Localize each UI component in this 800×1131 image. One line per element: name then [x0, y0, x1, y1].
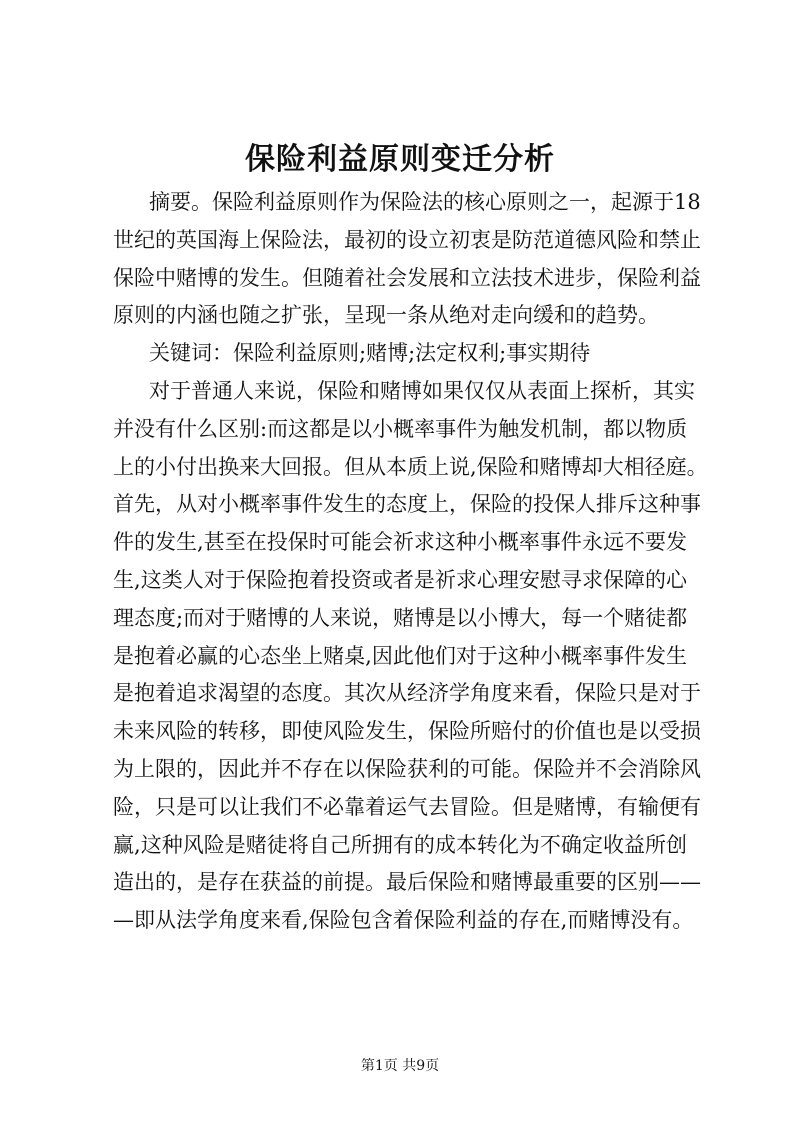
text-line: 摘要。保险利益原则作为保险法的核心原则之一，起源于18 — [149, 190, 701, 214]
abstract-paragraph — [113, 184, 701, 335]
body-paragraph — [113, 373, 708, 940]
text-line: 是抱着必赢的心态坐上赌桌,因此他们对于这种小概率事件发生 — [113, 643, 687, 668]
text-line: 件的发生,甚至在投保时可能会祈求这种小概率事件永远不要发 — [113, 530, 687, 555]
text-line: 首先，从对小概率事件发生的态度上，保险的投保人排斥这种事 — [113, 492, 701, 517]
keywords-paragraph — [113, 335, 687, 373]
text-line: 保险中赌博的发生。但随着社会发展和立法技术进步，保险利益 — [113, 265, 701, 290]
page-footer: 第1页 共9页 — [360, 1058, 440, 1074]
text-line: 上的小付出换来大回报。但从本质上说,保险和赌博却大相径庭。 — [113, 454, 708, 479]
text-line: 为上限的，因此并不存在以保险获利的可能。保险并不会消除风 — [113, 756, 701, 781]
text-line: 赢,这种风险是赌徒将自己所拥有的成本转化为不确定收益所创 — [113, 832, 687, 857]
text-line: 并没有什么区别:而这都是以小概率事件为触发机制，都以物质 — [113, 416, 688, 441]
text-line: 原则的内涵也随之扩张，呈现一条从绝对走向缓和的趋势。 — [113, 303, 659, 328]
text-line: —即从法学角度来看,保险包含着保险利益的存在,而赌博没有。 — [113, 908, 694, 933]
text-line: 理态度;而对于赌博的人来说，赌博是以小博大，每一个赌徒都 — [113, 605, 688, 630]
document-body — [113, 184, 708, 940]
text-line: 造出的，是存在获益的前提。最后保险和赌博最重要的区别—— — [113, 870, 701, 895]
text-line: 世纪的英国海上保险法，最初的设立初衷是防范道德风险和禁止 — [113, 227, 701, 252]
text-line: 险，只是可以让我们不必靠着运气去冒险。但是赌博，有输便有 — [113, 794, 701, 819]
text-line: 未来风险的转移，即使风险发生，保险所赔付的价值也是以受损 — [113, 719, 701, 744]
text-line: 生,这类人对于保险抱着投资或者是祈求心理安慰寻求保障的心 — [113, 567, 687, 592]
document-title: 保险利益原则变迁分析 — [245, 142, 555, 177]
text-line: 是抱着追求渴望的态度。其次从经济学角度来看，保险只是对于 — [113, 681, 701, 706]
keywords-line: 关键词：保险利益原则;赌博;法定权利;事实期待 — [149, 341, 591, 366]
text-line: 对于普通人来说，保险和赌博如果仅仅从表面上探析，其实 — [149, 378, 695, 403]
